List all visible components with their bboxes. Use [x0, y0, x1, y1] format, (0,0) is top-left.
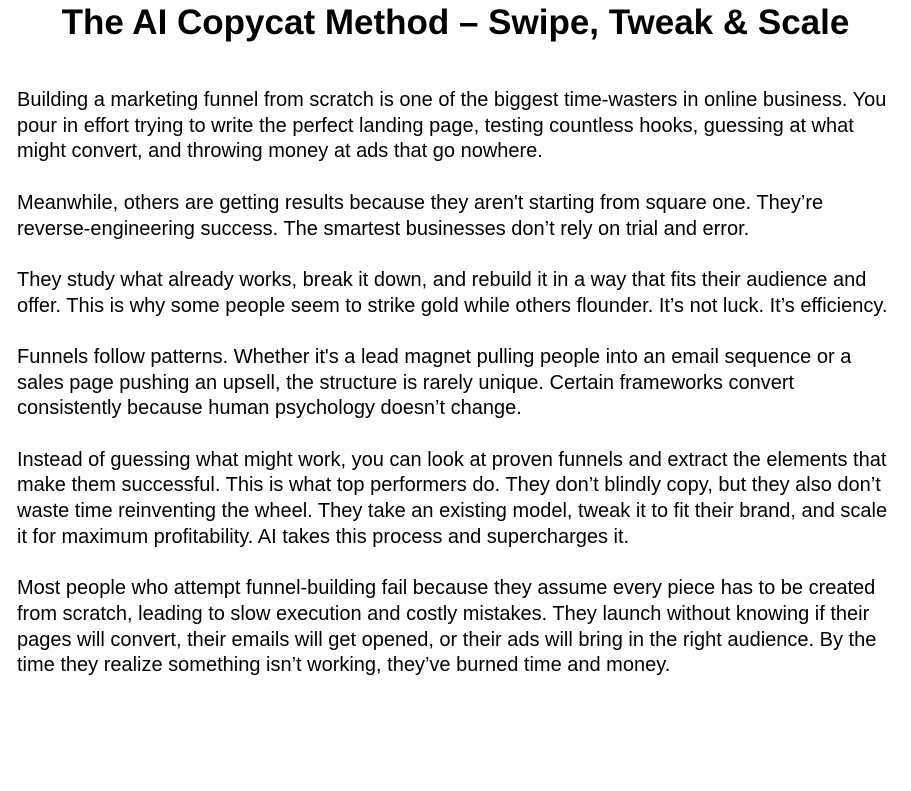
paragraph: Building a marketing funnel from scratch is one of the biggest time-wasters in online business. You pour in effort trying to write the perfect landing page, testing countless hooks, guessing at what might convert, and throwing money at ads that go nowhere. [17, 89, 887, 163]
paragraph: Most people who attempt funnel-building fail because they assume every piece has to be created from scratch, leading to slow execution and costly mistakes. They launch without knowing if their pages will convert, their emails will get opened, or their ads will bring in the right audience. By the time they realize something isn’t working, they’ve burned time and money. [17, 577, 877, 677]
paragraph: They study what already works, break it down, and rebuild it in a way that fits their audience and offer. This is why some people seem to strike gold while others flounder. It’s not luck. It’s efficiency. [17, 268, 888, 317]
page-title: The AI Copycat Method – Swipe, Tweak & Scale [61, 3, 850, 42]
paragraph: Meanwhile, others are getting results because they aren't starting from square one. They’re reverse-engineering success. The smartest businesses don’t rely on trial and error. [17, 191, 824, 240]
article-body [17, 88, 893, 705]
paragraph: Funnels follow patterns. Whether it's a lead magnet pulling people into an email sequence or a sales page pushing an upsell, the structure is rarely unique. Certain frameworks convert consistently because human psychology doesn’t change. [17, 345, 852, 420]
paragraph: Instead of guessing what might work, you can look at proven funnels and extract the elements that make them successful. This is what top performers do. They don’t blindly copy, but they also don’t waste time reinventing the wheel. They take an existing model, tweak it to fit their brand, and scale it for maximum profitability. AI takes this process and supercharges it. [17, 448, 888, 548]
